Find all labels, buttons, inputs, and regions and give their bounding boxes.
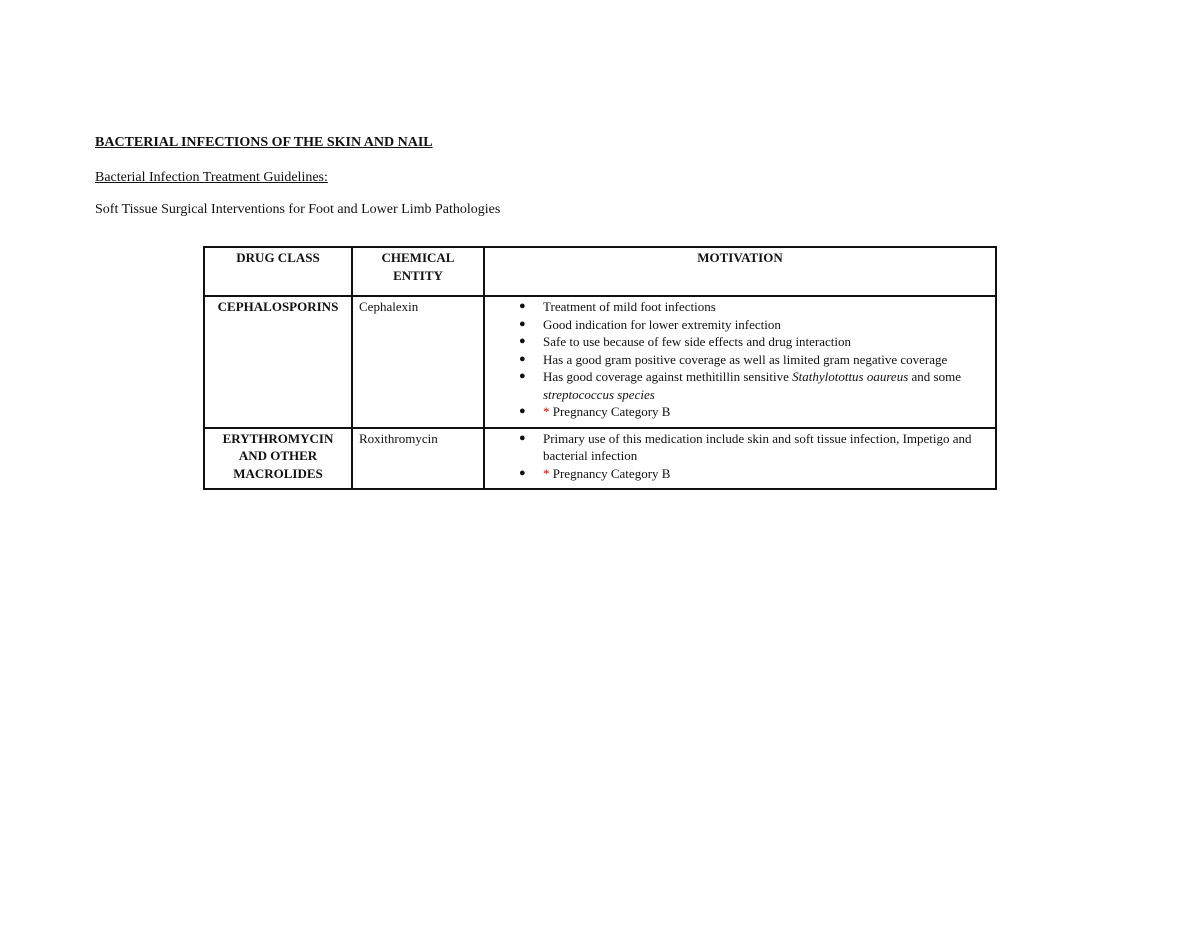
- list-item-text: Has good coverage against methitillin sensitive: [543, 369, 793, 384]
- list-item: [491, 333, 989, 351]
- chemical-entity-cell: Roxithromycin: [352, 428, 484, 490]
- header-chemical-entity: CHEMICAL ENTITY: [352, 247, 484, 296]
- bullet-icon: ●: [519, 466, 526, 479]
- list-item: [491, 351, 989, 369]
- list-item-text: Pregnancy Category B: [549, 404, 671, 419]
- header-motivation: MOTIVATION: [484, 247, 996, 296]
- asterisk-marker: *: [543, 404, 550, 419]
- list-item-text: Pregnancy Category B: [549, 465, 671, 481]
- list-item: [491, 316, 989, 334]
- table-row: [204, 296, 996, 428]
- document-title: BACTERIAL INFECTIONS OF THE SKIN AND NAIL: [95, 135, 433, 150]
- guidelines-subtitle: Bacterial Infection Treatment Guidelines:: [95, 170, 328, 185]
- list-item: [491, 298, 989, 316]
- list-item: [491, 403, 989, 421]
- list-item-text: Good indication for lower extremity infection: [543, 316, 781, 332]
- motivation-cell: [484, 296, 996, 428]
- chemical-entity-cell: Cephalexin: [352, 296, 484, 428]
- motivation-list: [491, 298, 989, 421]
- list-item-text: Treatment of mild foot infections: [543, 299, 716, 314]
- list-item-text: Primary use of this medication include skin and soft tissue infection, Impetigo and bacterial infection: [543, 430, 972, 463]
- drug-table: [203, 246, 997, 490]
- list-item-text: Safe to use because of few side effects and drug interaction: [543, 334, 852, 349]
- interventions-subline: Soft Tissue Surgical Interventions for Foot and Lower Limb Pathologies: [95, 202, 501, 217]
- bullet-icon: ●: [519, 431, 526, 444]
- bullet-icon: ●: [519, 317, 526, 330]
- list-item: [491, 465, 989, 483]
- bullet-icon: ●: [519, 405, 526, 417]
- asterisk-marker: *: [543, 465, 550, 481]
- bullet-icon: ●: [519, 352, 526, 365]
- organism-name: Stathylotottus oaureus: [792, 369, 909, 384]
- drug-class-cell: ERYTHROMYCIN AND OTHER MACROLIDES: [204, 428, 352, 490]
- motivation-list: [491, 430, 989, 483]
- list-item: [491, 368, 989, 403]
- list-item-text: and some: [908, 369, 961, 384]
- motivation-cell: [484, 428, 996, 490]
- organism-name: streptococcus species: [543, 386, 655, 402]
- list-item: [491, 430, 989, 465]
- bullet-icon: ●: [519, 370, 526, 382]
- drug-class-cell: CEPHALOSPORINS: [204, 296, 352, 428]
- bullet-icon: ●: [519, 300, 526, 312]
- header-drug-class: DRUG CLASS: [204, 247, 352, 296]
- table-header-row: [204, 247, 996, 296]
- list-item-text: Has a good gram positive coverage as well as limited gram negative coverage: [543, 351, 948, 367]
- bullet-icon: ●: [519, 335, 526, 347]
- table-row: [204, 428, 996, 490]
